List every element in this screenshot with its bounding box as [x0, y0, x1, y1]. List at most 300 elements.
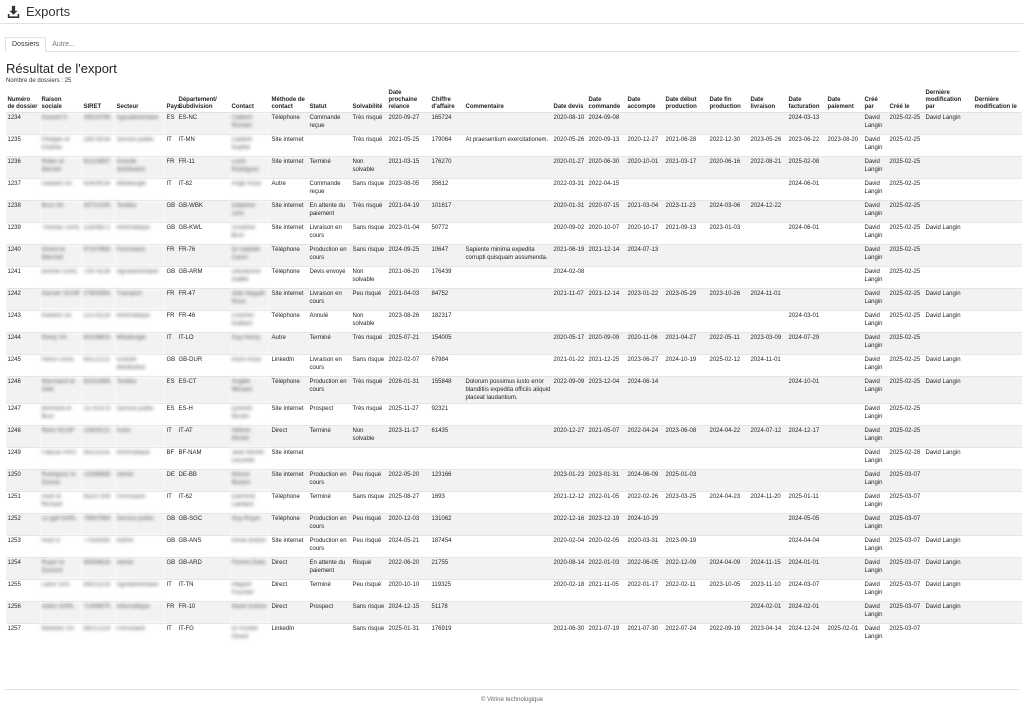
table-cell: ES	[165, 377, 177, 404]
table-row[interactable]	[6, 558, 1022, 580]
table-cell: Site internet	[270, 470, 308, 492]
table-cell: IT-TN	[177, 580, 230, 602]
table-cell: David Langin	[863, 536, 888, 558]
table-cell: 1241	[6, 267, 40, 289]
table-row[interactable]	[6, 135, 1022, 157]
table-cell: Sans risque	[351, 245, 387, 267]
table-cell	[826, 580, 863, 602]
table-cell: 2024-09-25	[387, 245, 430, 267]
table-cell: Téléphone	[270, 267, 308, 289]
table-cell: 2021-09-13	[664, 223, 708, 245]
table-cell: Autre	[115, 426, 165, 448]
table-cell: 2024-05-05	[787, 514, 826, 536]
table-cell: Angèle Menard	[230, 377, 270, 404]
table-cell: 2021-12-25	[587, 355, 626, 377]
table-cell: 2020-02-04	[552, 536, 587, 558]
table-cell: Grande distribution	[115, 157, 165, 179]
table-cell: 1236	[6, 157, 40, 179]
table-cell: Autre	[270, 333, 308, 355]
table-cell: Peu risqué	[351, 514, 387, 536]
table-cell	[924, 470, 973, 492]
table-cell: 2023-01-31	[587, 470, 626, 492]
table-cell: 2021-06-19	[552, 245, 587, 267]
table-cell: 1240	[6, 245, 40, 267]
table-cell: 2020-12-03	[387, 514, 430, 536]
table-cell: 2025-02-25	[888, 201, 924, 223]
table-cell: 2025-03-07	[888, 536, 924, 558]
table-cell: Commande reçue	[308, 113, 351, 135]
table-cell: Robin et Mercier	[40, 157, 82, 179]
tab-dossiers[interactable]: Dossiers	[5, 37, 46, 52]
table-cell: 2025-01-31	[387, 624, 430, 646]
table-cell: 2022-06-05	[626, 558, 664, 580]
table-cell: 2022-05-11	[708, 333, 749, 355]
table-cell: 88012154	[82, 624, 115, 646]
table-cell: 51178	[430, 602, 464, 624]
table-cell: 2025-02-25	[888, 223, 924, 245]
table-cell: Site internet	[270, 157, 308, 179]
table-cell: Sans risque	[351, 624, 387, 646]
table-cell	[826, 558, 863, 580]
table-cell: Admin	[115, 470, 165, 492]
table-cell	[973, 223, 1022, 245]
table-cell: Site internet	[270, 223, 308, 245]
table-cell	[626, 179, 664, 201]
table-cell: 89122221	[82, 355, 115, 377]
table-cell: 2025-03-07	[888, 514, 924, 536]
table-cell: David Langin	[924, 377, 973, 404]
table-cell	[664, 179, 708, 201]
table-cell	[464, 333, 552, 355]
table-cell: 1238	[6, 201, 40, 223]
table-cell: David Langin	[863, 624, 888, 646]
table-cell	[826, 536, 863, 558]
table-cell: 2025-02-25	[888, 355, 924, 377]
download-icon	[7, 5, 20, 18]
table-row[interactable]	[6, 580, 1022, 602]
table-cell: Martinez SA	[40, 624, 82, 646]
table-cell	[464, 201, 552, 223]
table-cell: 2024-09-08	[587, 113, 626, 135]
table-cell: 2025-02-25	[888, 404, 924, 426]
table-cell: 1254	[6, 558, 40, 580]
table-cell: 2020-06-30	[587, 157, 626, 179]
table-cell	[973, 311, 1022, 333]
table-cell: 2023-08-05	[387, 179, 430, 201]
table-cell: 2024-04-09	[708, 558, 749, 580]
table-cell: Dr Aurélie Girard	[230, 624, 270, 646]
table-cell	[708, 245, 749, 267]
table-cell: 2022-02-07	[387, 355, 430, 377]
table-cell: 2026-01-31	[387, 377, 430, 404]
table-cell: Etiennne Lambert	[230, 492, 270, 514]
table-cell	[826, 426, 863, 448]
table-cell: 2024-07-29	[787, 333, 826, 355]
table-cell: 2021-04-27	[664, 333, 708, 355]
table-cell: GB	[165, 514, 177, 536]
table-cell	[924, 267, 973, 289]
table-cell: 2023-01-03	[708, 223, 749, 245]
app-title: Exports	[26, 4, 71, 19]
table-cell: 2020-09-02	[552, 223, 587, 245]
table-cell	[826, 157, 863, 179]
table-cell: Huet D	[40, 536, 82, 558]
table-cell: Non solvable	[351, 426, 387, 448]
table-cell: 2025-01-03	[664, 470, 708, 492]
table-cell: 2020-05-26	[552, 135, 587, 157]
results-table	[6, 89, 1022, 646]
table-cell: Sapiente minima expedita corrupti quisquam assumenda.	[464, 245, 552, 267]
table-cell: 2021-01-22	[552, 355, 587, 377]
table-cell: David Langin	[863, 355, 888, 377]
table-cell: Guy Henry	[230, 333, 270, 355]
table-cell: ES	[165, 113, 177, 135]
table-cell	[387, 448, 430, 470]
table-cell: 2025-03-07	[888, 492, 924, 514]
table-cell: 2023-12-04	[587, 377, 626, 404]
table-cell: Bonnet SARL	[40, 267, 82, 289]
table-cell: 13289888	[82, 470, 115, 492]
table-cell	[973, 201, 1022, 223]
table-cell: 1257	[6, 624, 40, 646]
table-row[interactable]	[6, 201, 1022, 223]
column-header: Département/ Subdivision	[177, 89, 230, 113]
table-cell	[749, 113, 787, 135]
table-row[interactable]	[6, 492, 1022, 514]
table-cell: FR	[165, 157, 177, 179]
table-cell: Guy Royer	[230, 514, 270, 536]
table-cell: Ange Roux	[230, 179, 270, 201]
column-header: Chiffre d'affaire	[430, 89, 464, 113]
table-cell	[664, 245, 708, 267]
table-cell: 2020-09-27	[387, 113, 430, 135]
table-cell: En attente du paiement	[308, 201, 351, 223]
table-cell: 2020-09-13	[587, 135, 626, 157]
table-row[interactable]	[6, 426, 1022, 448]
table-cell: Service public	[115, 135, 165, 157]
table-cell: 165724	[430, 113, 464, 135]
table-cell: 2021-11-05	[587, 580, 626, 602]
table-cell: IT-LO	[177, 333, 230, 355]
table-cell	[826, 492, 863, 514]
table-cell	[464, 426, 552, 448]
table-cell: 2021-05-07	[587, 426, 626, 448]
table-cell: Philippe et Charles	[40, 135, 82, 157]
table-cell: FR-76	[177, 245, 230, 267]
table-cell	[708, 448, 749, 470]
table-cell: 2020-07-15	[587, 201, 626, 223]
table-row[interactable]	[6, 377, 1022, 404]
table-cell: 1693	[430, 492, 464, 514]
table-cell: David Langin	[863, 602, 888, 624]
table-cell: 2023-11-23	[664, 201, 708, 223]
table-cell: LinkedIn	[270, 355, 308, 377]
table-cell: GB	[165, 355, 177, 377]
table-cell: Garnier SCOP	[40, 289, 82, 311]
table-cell: Téléphone	[270, 514, 308, 536]
table-cell: At praesentium exercitationem.	[464, 135, 552, 157]
table-row[interactable]	[6, 223, 1022, 245]
table-row[interactable]	[6, 333, 1022, 355]
table-cell: Peu risqué	[351, 580, 387, 602]
table-row[interactable]	[6, 311, 1022, 333]
table-cell: 2024-03-06	[708, 201, 749, 223]
table-cell: 154005	[430, 333, 464, 355]
table-cell	[664, 448, 708, 470]
table-cell: IT	[165, 426, 177, 448]
table-cell: 2024-11-01	[749, 289, 787, 311]
table-cell: GB	[165, 223, 177, 245]
table-cell: 2023-05-29	[664, 289, 708, 311]
table-cell: Peu risqué	[351, 289, 387, 311]
table-cell: Non solvable	[351, 157, 387, 179]
table-cell	[626, 448, 664, 470]
table-cell: GB	[165, 558, 177, 580]
table-cell: 2020-08-10	[552, 113, 587, 135]
table-cell: Production en cours	[308, 536, 351, 558]
table-cell: 2023-11-17	[387, 426, 430, 448]
table-cell: Direct	[270, 602, 308, 624]
table-cell: Transport	[115, 289, 165, 311]
table-cell: 2024-06-01	[787, 223, 826, 245]
table-cell: 2020-10-01	[626, 157, 664, 179]
table-cell	[826, 245, 863, 267]
table-cell	[973, 179, 1022, 201]
column-header: Date livraison	[749, 89, 787, 113]
table-row[interactable]	[6, 179, 1022, 201]
tab-autre[interactable]: Autre...	[52, 41, 75, 48]
table-cell: 2025-02-12	[708, 355, 749, 377]
table-cell: Dr Isabelle Caron	[230, 245, 270, 267]
table-cell	[749, 448, 787, 470]
column-header: Créé le	[888, 89, 924, 113]
table-cell: 76667989	[82, 514, 115, 536]
table-cell: David Langin	[863, 289, 888, 311]
table-cell: Ferroviaire	[115, 245, 165, 267]
table-cell	[552, 311, 587, 333]
table-cell: Lucie Rodriguez	[230, 157, 270, 179]
table-cell	[749, 223, 787, 245]
column-header: Secteur	[115, 89, 165, 113]
table-cell: 101617	[430, 201, 464, 223]
table-cell: Rodriguez et Dumas	[40, 470, 82, 492]
table-cell: 2025-02-25	[888, 157, 924, 179]
table-cell: 51378128	[82, 311, 115, 333]
table-cell: Grande distribution	[115, 355, 165, 377]
table-row[interactable]	[6, 536, 1022, 558]
table-cell: 1245	[6, 355, 40, 377]
table-cell: Caillard Sophie	[230, 135, 270, 157]
table-cell	[973, 492, 1022, 514]
table-cell: 1244	[6, 333, 40, 355]
table-cell: IT	[165, 580, 177, 602]
table-cell: 2023-04-14	[749, 624, 787, 646]
column-header: Date prochaine relance	[387, 89, 430, 113]
table-cell	[464, 311, 552, 333]
table-cell: 1249	[6, 448, 40, 470]
table-cell: 2021-06-28	[664, 135, 708, 157]
table-cell: Risqué	[351, 558, 387, 580]
table-cell: 2021-12-14	[587, 289, 626, 311]
table-cell: 2025-02-25	[888, 267, 924, 289]
column-header: SIRET	[82, 89, 115, 113]
table-cell: GB-ARD	[177, 558, 230, 580]
table-cell: 2023-08-26	[387, 311, 430, 333]
table-cell	[973, 558, 1022, 580]
table-cell: 2020-02-05	[587, 536, 626, 558]
table-cell: Hélène Michel	[230, 426, 270, 448]
table-cell: 2023-08-20	[826, 135, 863, 157]
table-row[interactable]	[6, 113, 1022, 135]
table-cell: FR-46	[177, 311, 230, 333]
table-cell: FR-47	[177, 289, 230, 311]
table-cell: 2024-04-22	[708, 426, 749, 448]
table-row[interactable]	[6, 267, 1022, 289]
table-cell: 2022-01-17	[626, 580, 664, 602]
table-cell	[464, 267, 552, 289]
table-cell: David Langin	[924, 223, 973, 245]
table-cell	[826, 355, 863, 377]
table-row[interactable]	[6, 470, 1022, 492]
table-cell: 34516789	[82, 113, 115, 135]
table-header-row	[6, 89, 1022, 113]
table-cell	[708, 179, 749, 201]
table-cell: 28978034	[82, 135, 115, 157]
table-cell: ES-H	[177, 404, 230, 426]
table-cell: 2021-12-12	[552, 492, 587, 514]
table-cell: Terminé	[308, 580, 351, 602]
table-cell	[826, 113, 863, 135]
table-cell: 2025-02-08	[787, 157, 826, 179]
table-cell: 2025-02-25	[888, 311, 924, 333]
table-cell: Commande reçue	[308, 179, 351, 201]
table-cell	[464, 404, 552, 426]
table-cell: Sans risque	[351, 223, 387, 245]
table-cell: Très risqué	[351, 135, 387, 157]
table-cell	[826, 267, 863, 289]
table-cell: 2024-11-20	[749, 492, 787, 514]
table-cell: IT	[165, 492, 177, 514]
table-cell: 2022-12-09	[664, 558, 708, 580]
table-cell	[308, 448, 351, 470]
table-cell: 2020-08-14	[552, 558, 587, 580]
table-cell: Admin	[115, 536, 165, 558]
table-cell: Textiles	[115, 377, 165, 404]
table-cell: 2023-11-10	[749, 580, 787, 602]
table-cell: David Langin	[863, 267, 888, 289]
table-cell: Site internet	[270, 289, 308, 311]
table-cell: GB	[165, 201, 177, 223]
table-cell: Terminé	[308, 492, 351, 514]
table-cell: 2020-10-17	[626, 223, 664, 245]
table-cell: David Langin	[863, 426, 888, 448]
table-cell: Production en cours	[308, 377, 351, 404]
table-cell: Site internet	[270, 201, 308, 223]
table-cell: 2022-07-24	[664, 624, 708, 646]
table-cell: 2025-11-27	[387, 404, 430, 426]
table-cell: David Langin	[924, 311, 973, 333]
column-header: Méthode de contact	[270, 89, 308, 113]
table-cell: Sans risque	[351, 179, 387, 201]
table-cell: 68197308	[82, 492, 115, 514]
table-cell: Prospect	[308, 404, 351, 426]
table-cell: David Langin	[863, 135, 888, 157]
table-cell: 1253	[6, 536, 40, 558]
table-cell	[464, 514, 552, 536]
table-cell: Très risqué	[351, 404, 387, 426]
table-cell	[430, 448, 464, 470]
table-row[interactable]	[6, 404, 1022, 426]
table-row[interactable]	[6, 448, 1022, 470]
table-cell: 2025-03-07	[888, 558, 924, 580]
table-cell	[749, 536, 787, 558]
table-row[interactable]	[6, 245, 1022, 267]
table-row[interactable]	[6, 514, 1022, 536]
table-cell: 67984	[430, 355, 464, 377]
table-cell: Téléphone	[270, 245, 308, 267]
table-cell	[973, 580, 1022, 602]
column-header: Date commande	[587, 89, 626, 113]
table-cell	[924, 179, 973, 201]
table-cell: 2022-09-09	[552, 377, 587, 404]
table-cell: IT-FG	[177, 624, 230, 646]
table-cell: Textiles	[115, 201, 165, 223]
table-cell	[749, 245, 787, 267]
table-cell: Annulé	[308, 311, 351, 333]
table-cell: David Langin	[863, 377, 888, 404]
table-cell: Très risqué	[351, 377, 387, 404]
column-header: Solvabilité	[351, 89, 387, 113]
table-cell: 2024-10-19	[664, 355, 708, 377]
table-row[interactable]	[6, 355, 1022, 377]
table-cell	[924, 514, 973, 536]
table-cell	[749, 514, 787, 536]
table-row[interactable]	[6, 624, 1022, 646]
table-row[interactable]	[6, 289, 1022, 311]
table-cell	[973, 333, 1022, 355]
table-cell	[587, 267, 626, 289]
table-cell: Jean-Michel Lecomte	[230, 448, 270, 470]
table-cell: David Langin	[924, 580, 973, 602]
table-cell: IT	[165, 333, 177, 355]
table-cell: 1243	[6, 311, 40, 333]
table-cell: 2022-02-11	[664, 580, 708, 602]
table-cell: FR	[165, 602, 177, 624]
table-cell: 2022-12-30	[708, 135, 749, 157]
table-cell	[787, 289, 826, 311]
record-count: Nombre de dossiers : 25	[6, 78, 72, 84]
table-cell: Sans risque	[351, 355, 387, 377]
table-cell	[708, 113, 749, 135]
table-row[interactable]	[6, 157, 1022, 179]
table-row[interactable]	[6, 602, 1022, 624]
table-cell: 2025-02-25	[888, 179, 924, 201]
table-cell	[708, 470, 749, 492]
table-cell: 22804121	[82, 426, 115, 448]
table-cell: 2021-07-30	[626, 624, 664, 646]
table-cell: Téléphone	[270, 113, 308, 135]
table-cell	[973, 426, 1022, 448]
table-cell	[826, 223, 863, 245]
table-cell	[924, 624, 973, 646]
table-cell: 176270	[430, 157, 464, 179]
table-cell	[708, 377, 749, 404]
table-cell: 2025-02-01	[826, 624, 863, 646]
table-cell: Hégard Fournier	[230, 580, 270, 602]
table-cell: Agroalimentaire	[115, 580, 165, 602]
table-cell: 2023-03-25	[664, 492, 708, 514]
table-cell	[708, 536, 749, 558]
